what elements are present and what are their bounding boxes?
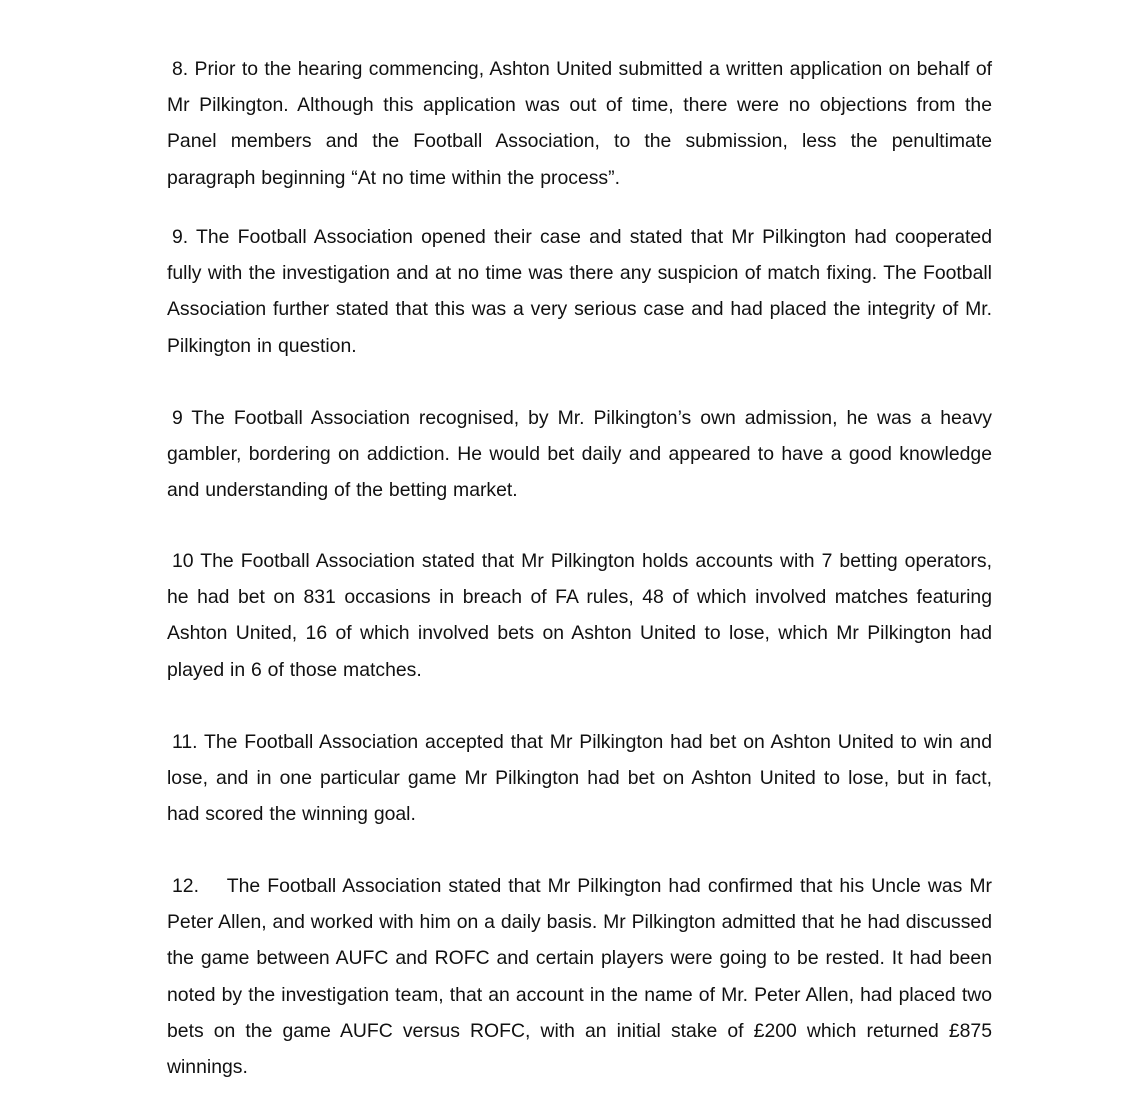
paragraph-12-text: 12. The Football Association stated that Mr Pilkington had confirmed that his Uncle was Mr Peter Allen, and worked with him on a daily basis. Mr Pilkington admitted that he had discussed the game between AUFC and ROFC and certain players were going to be rested. It had been noted by the investigation team, that an account in the name of Mr. Peter Allen, had placed two bets on the game AUFC versus ROFC, with an initial stake of £200 which returned £875 winnings. (167, 875, 998, 1079)
paragraph-11-text: 11. The Football Association accepted that Mr Pilkington had bet on Ashton United to win and lose, and in one particular game Mr Pilkington had bet on Ashton United to lose, but in fact, had scored the winning goal. (167, 731, 992, 826)
paragraph-9-case-opening (167, 219, 992, 364)
paragraph-9-gambling-admission (167, 400, 992, 500)
paragraph-10-text: 10 The Football Association stated that Mr Pilkington holds accounts with 7 betting operators, he had bet on 831 occasions in breach of FA rules, 48 of which involved matches featuring Ashton United, 16 of which involved bets on Ashton United to lose, which Mr Pilkington had played in 6 of those matches. (167, 550, 992, 681)
paragraph-9-gambling-admission-text: 9 The Football Association recognised, by Mr. Pilkington’s own admission, he was a heavy gambler, bordering on addiction. He would bet daily and appeared to have a good knowledge and understanding of the betting market. (167, 407, 992, 500)
paragraph-9-case-opening-text: 9. The Football Association opened their case and stated that Mr Pilkington had cooperated fully with the investigation and at no time was there any suspicion of match fixing. The Football Association further stated that this was a very serious case and had placed the integrity of Mr. Pilkington in question. (167, 226, 992, 357)
paragraph-8-text: 8. Prior to the hearing commencing, Ashton United submitted a written application on behalf of Mr Pilkington. Although this application was out of time, there were no objections from the Panel members and the Football Association, to the submission, less the penultimate paragraph beginning “At no time within the process”. (167, 58, 992, 189)
paragraph-11 (167, 724, 992, 833)
paragraph-8 (167, 51, 992, 196)
paragraph-10 (167, 543, 992, 688)
paragraph-12 (167, 868, 998, 1085)
